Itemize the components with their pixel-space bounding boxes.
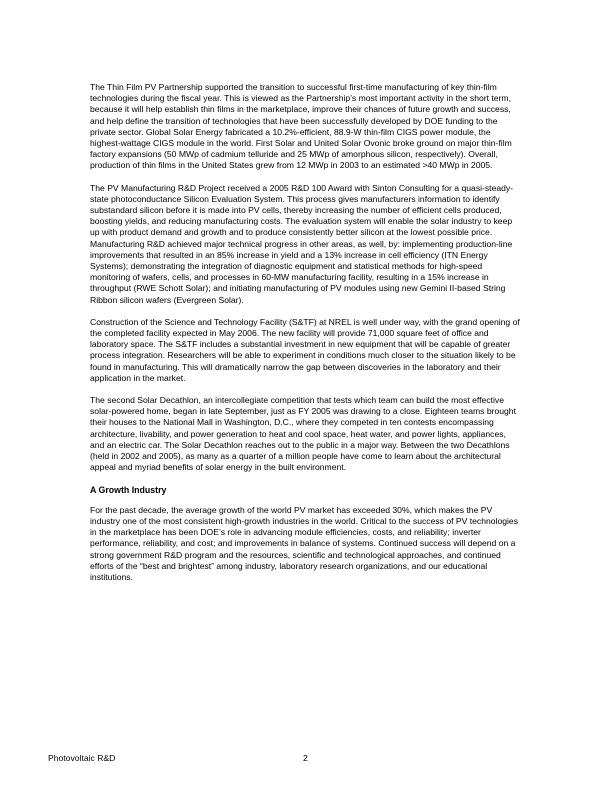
paragraph-thin-film-partnership: The Thin Film PV Partnership supported the transition to successful first-time manufacturing of key thin-film technologies during the fiscal year. This is viewed as the Partnership’s most important activity in the short term, because it will help establish thin films in the marketplace, improve their chances of future growth and success, and help define the transition of technologies that have been successfully developed by DOE funding to the private sector. Global Solar Energy fabricated a 10.2%-efficient, 88.9-W thin-film CIGS power module, the highest-wattage CIGS module in the world. First Solar and United Solar Ovonic broke ground on major thin-film factory expansions (50 MWp of cadmium telluride and 25 MWp of amorphous silicon, respectively). Overall, production of thin films in the United States grew from 12 MWp in 2003 to an estimated >40 MWp in 2005. (90, 82, 512, 171)
paragraph-science-technology-facility: Construction of the Science and Technology Facility (S&TF) at NREL is well under way, with the grand opening of the completed facility expected in May 2006. The new facility will provide 71,000 square feet of office and laboratory space. The S&TF includes a substantial investment in new equipment that will be capable of greater process integration. Researchers will be able to experiment in conditions much closer to the situation likely to be found in manufacturing. This will dramatically narrow the gap between discoveries in the laboratory and their application in the market. (90, 316, 520, 383)
paragraph-solar-decathlon: The second Solar Decathlon, an intercollegiate competition that tests which team can build the most effective solar-powered home, began in late September, just as FY 2005 was drawing to a close. Eighteen teams brought their houses to the National Mall in Washington, D.C., where they competed in ten contests encompassing architecture, livability, and power generation to heat and cool space, heat water, and power lights, appliances, and an electric car. The Solar Decathlon reaches out to the public in a major way. Between the two Decathlons (held in 2002 and 2005), as many as a quarter of a million people have come to learn about the architectural appeal and myriad benefits of solar energy in the built environment. (90, 395, 516, 473)
footer-title: Photovoltaic R&D (48, 753, 116, 763)
document-body (90, 82, 522, 594)
section-heading: A Growth Industry (90, 484, 167, 495)
paragraph-growth-industry: For the past decade, the average growth of the world PV market has exceeded 30%, which makes the PV industry one of the most consistent high-growth industries in the world. Critical to the success of PV technologies in the marketplace has been DOE’s role in advancing module efficiencies, costs, and reliability; inverter performance, reliability, and cost; and improvements in balance of systems. Continued success will depend on a strong government R&D program and the resources, scientific and technological approaches, and continued efforts of the “best and brightest” among industry, laboratory research organizations, and our educational institutions. (90, 504, 518, 582)
page-number: 2 (303, 753, 308, 763)
paragraph-manufacturing-rd: The PV Manufacturing R&D Project received a 2005 R&D 100 Award with Sinton Consulting for a quasi-steady-state photoconductance Silicon Evaluation System. This process gives manufacturers information to identify substandard silicon before it is made into PV cells, thereby increasing the number of efficient cells produced, boosting yields, and reducing manufacturing costs. The evaluation system will enable the solar industry to keep up with product demand and growth and to produce consistently better silicon at the lowest possible price. Manufacturing R&D achieved major technical progress in other areas, as well, by: implementing production-line improvements that resulted in an 85% increase in yield and a 13% increase in cell efficiency (ITN Energy Systems); demonstrating the integration of diagnostic equipment and statistical methods for high-speed monitoring of wafers, cells, and processes in 60-MW manufacturing facility, resulting in a 15% increase in throughput (RWE Schott Solar); and initiating manufacturing of PV modules using new Gemini II-based String Ribbon silicon wafers (Evergreen Solar). (90, 182, 514, 305)
